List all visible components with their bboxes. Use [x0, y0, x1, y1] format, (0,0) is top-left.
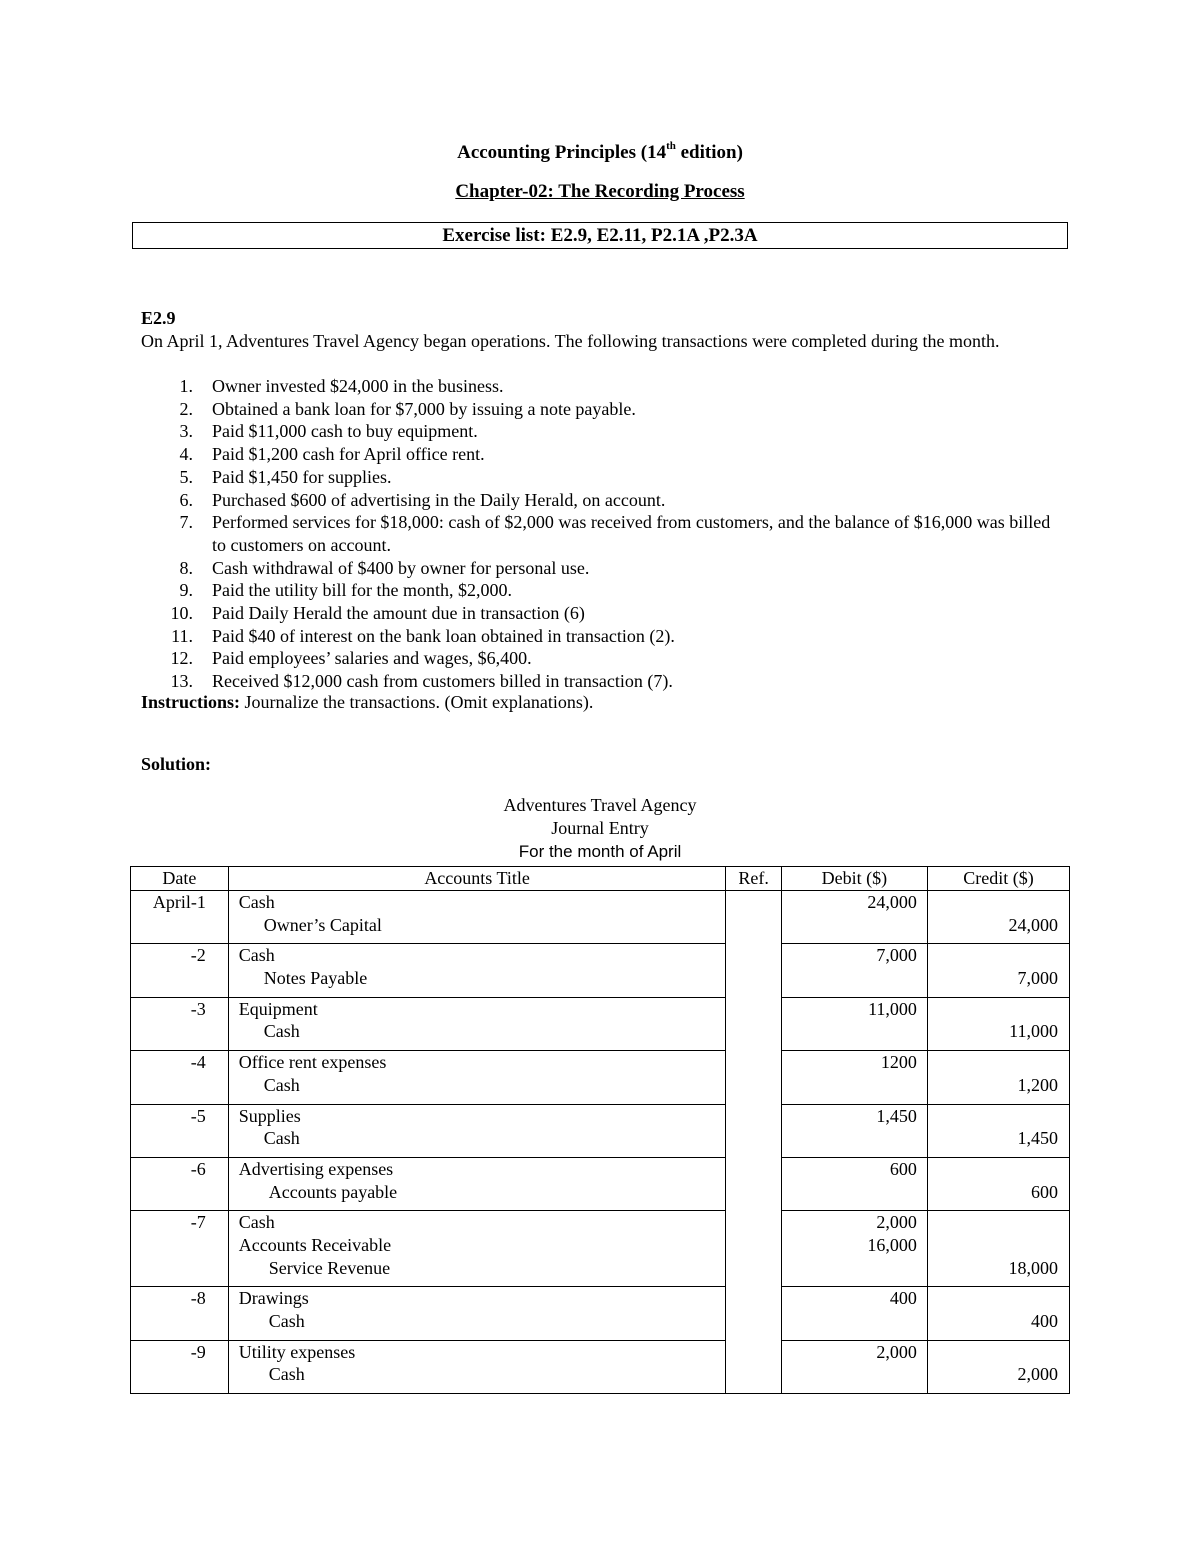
exercise-heading: E2.9	[141, 308, 176, 328]
credit-amount: 2,000	[1017, 1364, 1058, 1385]
credit-amount: 11,000	[1009, 1021, 1058, 1042]
transaction-text: Performed services for $18,000: cash of $2,000 was received from customers, and the balance of $16,000 was billed to customers on account.	[212, 512, 1051, 555]
chapter-heading: Chapter-02: The Recording Process	[455, 181, 745, 202]
entry-debits	[781, 1211, 927, 1287]
exercise-intro: On April 1, Adventures Travel Agency began operations. The following transactions were completed during the month.	[141, 331, 1000, 351]
credit-amount	[928, 998, 1058, 1021]
transaction-item	[141, 489, 1061, 512]
transaction-item	[141, 557, 1061, 580]
transaction-number: 1.	[179, 376, 193, 396]
debit-amount	[782, 1020, 917, 1043]
entry-date: -3	[131, 997, 229, 1050]
exercise-list-box: Exercise list: E2.9, E2.11, P2.1A ,P2.3A	[132, 222, 1068, 249]
account-title: Cash	[263, 1074, 300, 1095]
transaction-number: 10.	[170, 603, 193, 624]
entry-credits	[927, 1287, 1069, 1340]
entry-ref	[726, 1287, 781, 1340]
entry-accounts	[228, 1340, 726, 1393]
account-title: Cash	[263, 1128, 300, 1149]
journal-entry-row	[131, 997, 1070, 1050]
entry-credits	[927, 997, 1069, 1050]
transaction-text: Received $12,000 cash from customers billed in transaction (7).	[212, 671, 673, 692]
statement-name: Journal Entry	[551, 818, 649, 838]
debit-amount: 7,000	[876, 945, 917, 966]
account-title: Service Revenue	[268, 1257, 391, 1278]
account-title: Advertising expenses	[238, 1158, 394, 1179]
entry-accounts	[228, 1211, 726, 1287]
transaction-number: 12.	[170, 648, 193, 669]
transaction-text: Paid $11,000 cash to buy equipment.	[212, 421, 478, 442]
entry-date: -6	[131, 1157, 229, 1210]
transaction-number: 3.	[179, 421, 193, 442]
entry-credits	[927, 1211, 1069, 1287]
debit-amount: 1,450	[876, 1105, 917, 1126]
entry-ref	[726, 1211, 781, 1287]
transaction-text: Purchased $600 of advertising in the Daily Herald, on account.	[212, 489, 666, 510]
solution-label: Solution:	[141, 754, 212, 774]
entry-credits	[927, 1104, 1069, 1157]
debit-header: Debit ($)	[781, 867, 927, 891]
entry-date: -7	[131, 1211, 229, 1287]
debit-amount: 2,000	[876, 1212, 917, 1233]
credit-amount: 400	[1031, 1311, 1058, 1331]
transaction-item	[141, 511, 1061, 556]
account-title: Utility expenses	[238, 1341, 356, 1362]
entry-debits	[781, 1340, 927, 1393]
journal-entry-row	[131, 944, 1070, 997]
credit-amount: 24,000	[1008, 914, 1058, 935]
credit-amount	[928, 1341, 1058, 1364]
entry-date: April-1	[131, 891, 229, 944]
entry-date: -4	[131, 1051, 229, 1104]
debit-amount	[782, 914, 917, 937]
journal-entry-row	[131, 1287, 1070, 1340]
credit-amount	[928, 1211, 1058, 1234]
entry-ref	[726, 944, 781, 997]
credit-amount: 1,450	[1017, 1128, 1058, 1149]
entry-credits	[927, 944, 1069, 997]
entry-credits	[927, 1051, 1069, 1104]
debit-amount: 600	[889, 1158, 917, 1179]
entry-date: -2	[131, 944, 229, 997]
transaction-number: 11.	[171, 625, 193, 646]
account-title: Cash	[238, 1212, 275, 1233]
transaction-text: Obtained a bank loan for $7,000 by issuing a note payable.	[212, 398, 636, 419]
credit-amount: 7,000	[1017, 968, 1058, 989]
entry-ref	[726, 1051, 781, 1104]
debit-amount: 16,000	[867, 1234, 917, 1255]
transaction-text: Paid $1,200 cash for April office rent.	[212, 444, 485, 465]
credit-amount	[928, 1234, 1058, 1257]
entry-accounts	[228, 891, 726, 944]
credit-amount	[928, 891, 1058, 914]
credit-amount: 1,200	[1017, 1074, 1058, 1095]
entry-debits	[781, 1104, 927, 1157]
entry-accounts	[228, 1051, 726, 1104]
transaction-item	[141, 579, 1061, 602]
entry-ref	[726, 891, 781, 944]
journal-body	[131, 891, 1070, 1394]
entry-date: -5	[131, 1104, 229, 1157]
debit-amount: 400	[889, 1288, 917, 1309]
date-header: Date	[131, 867, 229, 891]
transaction-text: Paid Daily Herald the amount due in transaction (6)	[212, 603, 585, 624]
credit-header: Credit ($)	[927, 867, 1069, 891]
journal-table	[130, 866, 1070, 1394]
entry-debits	[781, 891, 927, 944]
account-title: Cash	[263, 1021, 300, 1042]
account-title: Supplies	[238, 1105, 301, 1126]
transaction-number: 6.	[179, 489, 193, 510]
transaction-text: Paid $40 of interest on the bank loan obtained in transaction (2).	[212, 625, 675, 646]
entry-accounts	[228, 1287, 726, 1340]
transaction-item	[141, 443, 1061, 466]
debit-amount: 1200	[880, 1052, 917, 1073]
credit-amount	[928, 1051, 1058, 1074]
journal-entry-row	[131, 891, 1070, 944]
journal-entry-row	[131, 1157, 1070, 1210]
journal-header-row	[131, 867, 1070, 891]
credit-amount	[928, 1287, 1058, 1310]
entry-accounts	[228, 1157, 726, 1210]
journal-entry-row	[131, 1211, 1070, 1287]
entry-accounts	[228, 944, 726, 997]
transaction-item	[141, 375, 1061, 398]
account-title: Equipment	[238, 998, 318, 1019]
transaction-number: 7.	[179, 512, 193, 533]
transaction-item	[141, 670, 1061, 693]
debit-amount	[782, 1127, 917, 1150]
entry-debits	[781, 1287, 927, 1340]
entry-ref	[726, 1340, 781, 1393]
credit-amount	[928, 1105, 1058, 1128]
debit-amount: 11,000	[868, 998, 917, 1019]
transaction-list	[141, 375, 1061, 693]
entry-credits	[927, 1157, 1069, 1210]
account-title: Notes Payable	[263, 968, 368, 989]
credit-amount: 600	[1031, 1181, 1058, 1202]
account-title: Drawings	[238, 1288, 309, 1309]
entry-accounts	[228, 1104, 726, 1157]
entry-ref	[726, 1157, 781, 1210]
entry-accounts	[228, 997, 726, 1050]
transaction-number: 2.	[179, 398, 193, 419]
account-title: Cash	[268, 1311, 305, 1331]
debit-amount	[782, 967, 917, 990]
transaction-text: Paid the utility bill for the month, $2,000.	[212, 580, 512, 601]
debit-amount	[782, 1074, 917, 1097]
transaction-item	[141, 647, 1061, 670]
transaction-text: Paid $1,450 for supplies.	[212, 466, 392, 487]
entry-debits	[781, 1051, 927, 1104]
transaction-item	[141, 466, 1061, 489]
entry-debits	[781, 1157, 927, 1210]
transaction-text: Owner invested $24,000 in the business.	[212, 376, 504, 396]
transaction-item	[141, 398, 1061, 421]
transaction-text: Cash withdrawal of $400 by owner for personal use.	[212, 557, 590, 578]
journal-entry-row	[131, 1340, 1070, 1393]
account-title: Cash	[268, 1364, 305, 1385]
account-title: Office rent expenses	[238, 1052, 387, 1073]
transaction-number: 5.	[179, 466, 193, 487]
company-name: Adventures Travel Agency	[503, 795, 697, 815]
account-title: Accounts payable	[268, 1181, 398, 1202]
instructions: Instructions: Journalize the transactions. (Omit explanations).	[141, 692, 594, 712]
debit-amount	[782, 1181, 917, 1204]
account-title: Owner’s Capital	[263, 914, 382, 935]
transaction-number: 13.	[170, 671, 193, 692]
transaction-number: 9.	[179, 580, 193, 601]
debit-amount: 2,000	[876, 1341, 917, 1362]
document-title: Accounting Principles (14th edition)	[457, 140, 743, 163]
transaction-number: 4.	[179, 444, 193, 465]
entry-credits	[927, 1340, 1069, 1393]
journal-entry-row	[131, 1104, 1070, 1157]
ref-header: Ref.	[726, 867, 781, 891]
transaction-item	[141, 625, 1061, 648]
journal-entry-row	[131, 1051, 1070, 1104]
account-title: Cash	[238, 892, 275, 912]
statement-period: For the month of April	[518, 842, 682, 861]
credit-amount: 18,000	[1008, 1257, 1058, 1278]
transaction-text: Paid employees’ salaries and wages, $6,400.	[212, 648, 532, 669]
credit-amount	[928, 1158, 1058, 1181]
debit-amount: 24,000	[867, 892, 917, 912]
entry-ref	[726, 1104, 781, 1157]
entry-date: -9	[131, 1340, 229, 1393]
debit-amount	[782, 1310, 917, 1333]
debit-amount	[782, 1363, 917, 1386]
entry-date: -8	[131, 1287, 229, 1340]
entry-debits	[781, 997, 927, 1050]
transaction-number: 8.	[179, 557, 193, 578]
credit-amount	[928, 944, 1058, 967]
debit-amount	[782, 1257, 917, 1280]
transaction-item	[141, 602, 1061, 625]
entry-credits	[927, 891, 1069, 944]
entry-ref	[726, 997, 781, 1050]
entry-debits	[781, 944, 927, 997]
transaction-item	[141, 420, 1061, 443]
account-header: Accounts Title	[228, 867, 726, 891]
account-title: Accounts Receivable	[238, 1234, 392, 1255]
account-title: Cash	[238, 945, 275, 966]
